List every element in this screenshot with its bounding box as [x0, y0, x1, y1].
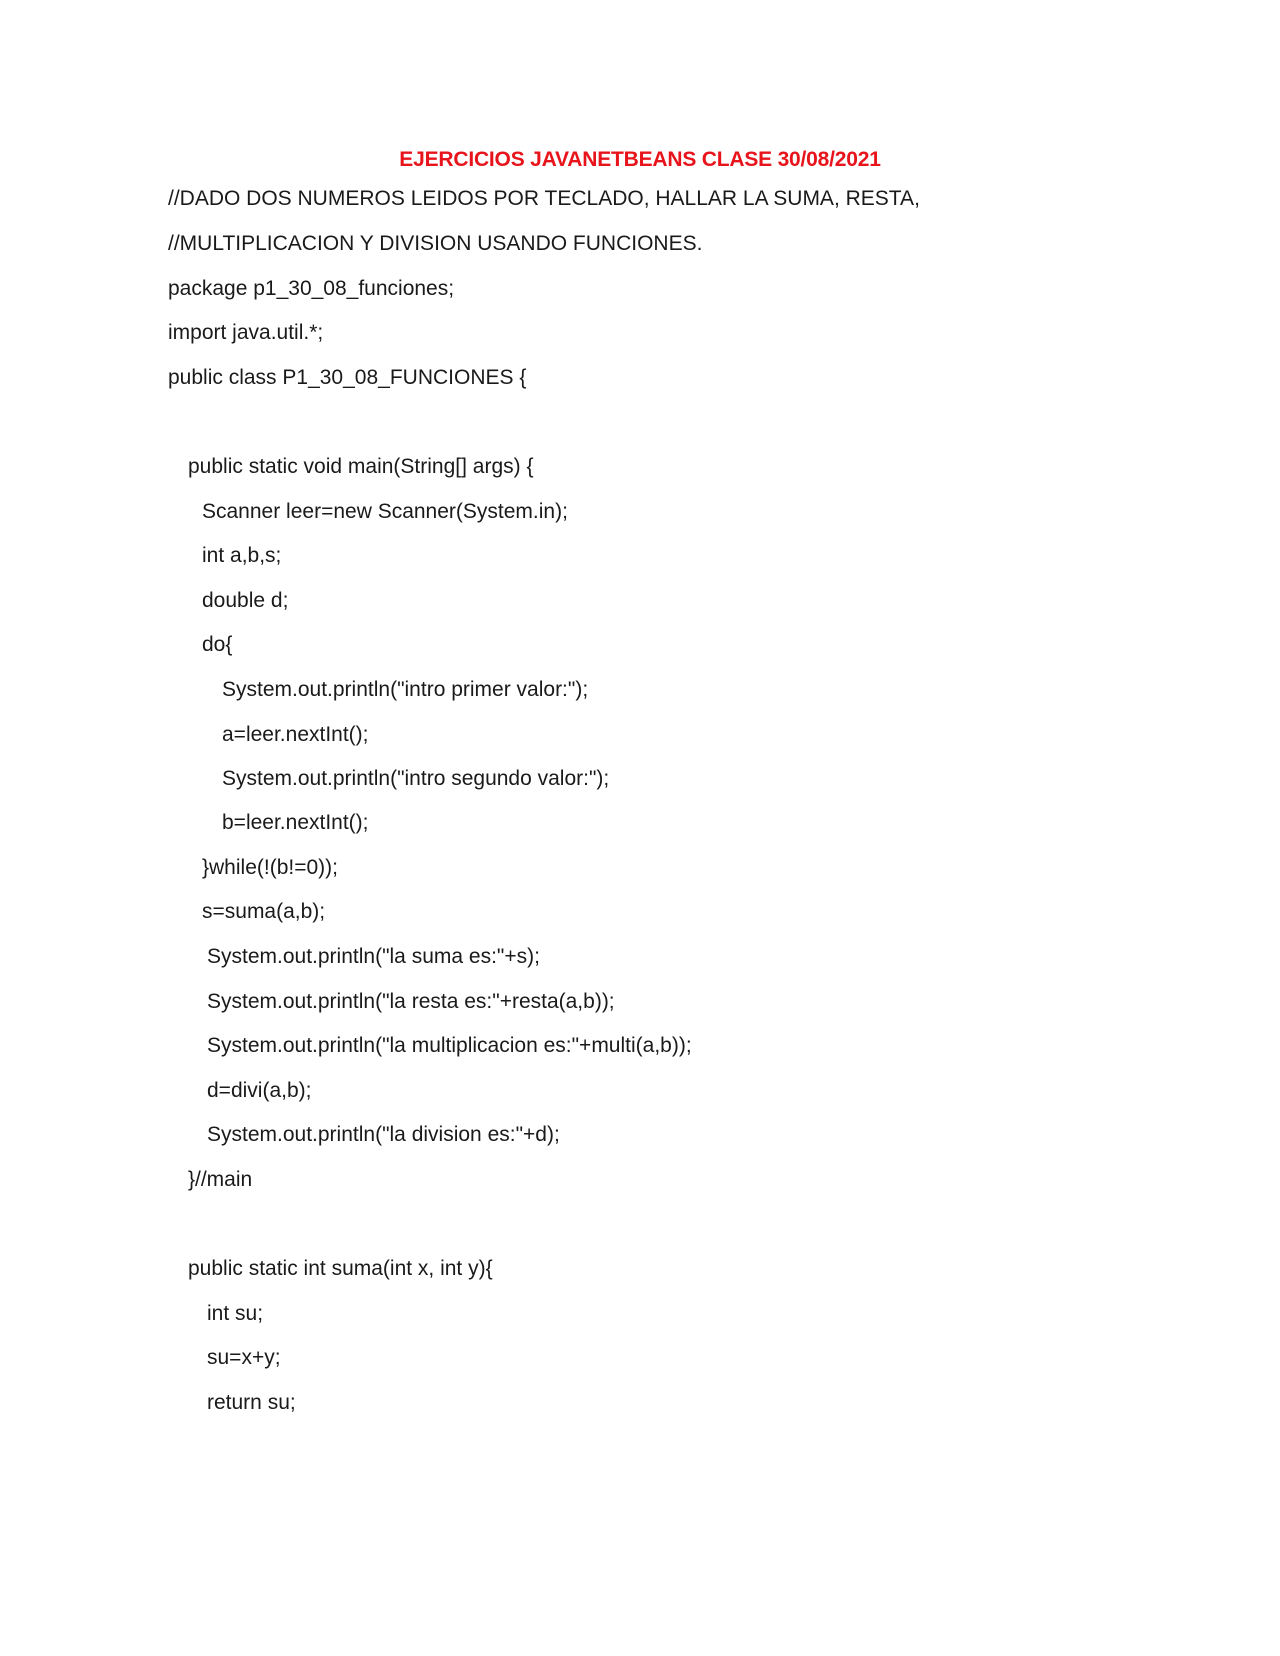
- code-line: int a,b,s;: [202, 544, 282, 567]
- code-line: System.out.println("intro segundo valor:");: [222, 767, 610, 790]
- code-line: public class P1_30_08_FUNCIONES {: [168, 366, 527, 389]
- code-line: }while(!(b!=0));: [202, 856, 338, 879]
- code-line: System.out.println("la resta es:"+resta(a,b));: [207, 990, 615, 1013]
- code-line: System.out.println("intro primer valor:");: [222, 678, 589, 701]
- code-line: d=divi(a,b);: [207, 1079, 312, 1102]
- code-line: System.out.println("la multiplicacion es:"+multi(a,b));: [207, 1034, 692, 1057]
- code-line: System.out.println("la division es:"+d);: [207, 1123, 560, 1146]
- code-line: public static void main(String[] args) {: [188, 455, 534, 478]
- code-line: import java.util.*;: [168, 321, 324, 344]
- code-line: //DADO DOS NUMEROS LEIDOS POR TECLADO, HALLAR LA SUMA, RESTA,: [168, 187, 920, 210]
- code-line: return su;: [207, 1391, 296, 1414]
- code-line: //MULTIPLICACION Y DIVISION USANDO FUNCIONES.: [168, 232, 703, 255]
- code-line: Scanner leer=new Scanner(System.in);: [202, 500, 568, 523]
- code-line: int su;: [207, 1302, 264, 1325]
- code-line: s=suma(a,b);: [202, 900, 326, 923]
- code-line: System.out.println("la suma es:"+s);: [207, 945, 540, 968]
- code-line: package p1_30_08_funciones;: [168, 277, 455, 300]
- code-line: do{: [202, 633, 233, 656]
- document-title: EJERCICIOS JAVANETBEANS CLASE 30/08/2021: [399, 148, 881, 171]
- code-line: public static int suma(int x, int y){: [188, 1257, 493, 1280]
- code-line: a=leer.nextInt();: [222, 723, 369, 746]
- code-line: double d;: [202, 589, 289, 612]
- code-line: b=leer.nextInt();: [222, 811, 369, 834]
- code-line: }//main: [188, 1168, 253, 1191]
- code-line: su=x+y;: [207, 1346, 281, 1369]
